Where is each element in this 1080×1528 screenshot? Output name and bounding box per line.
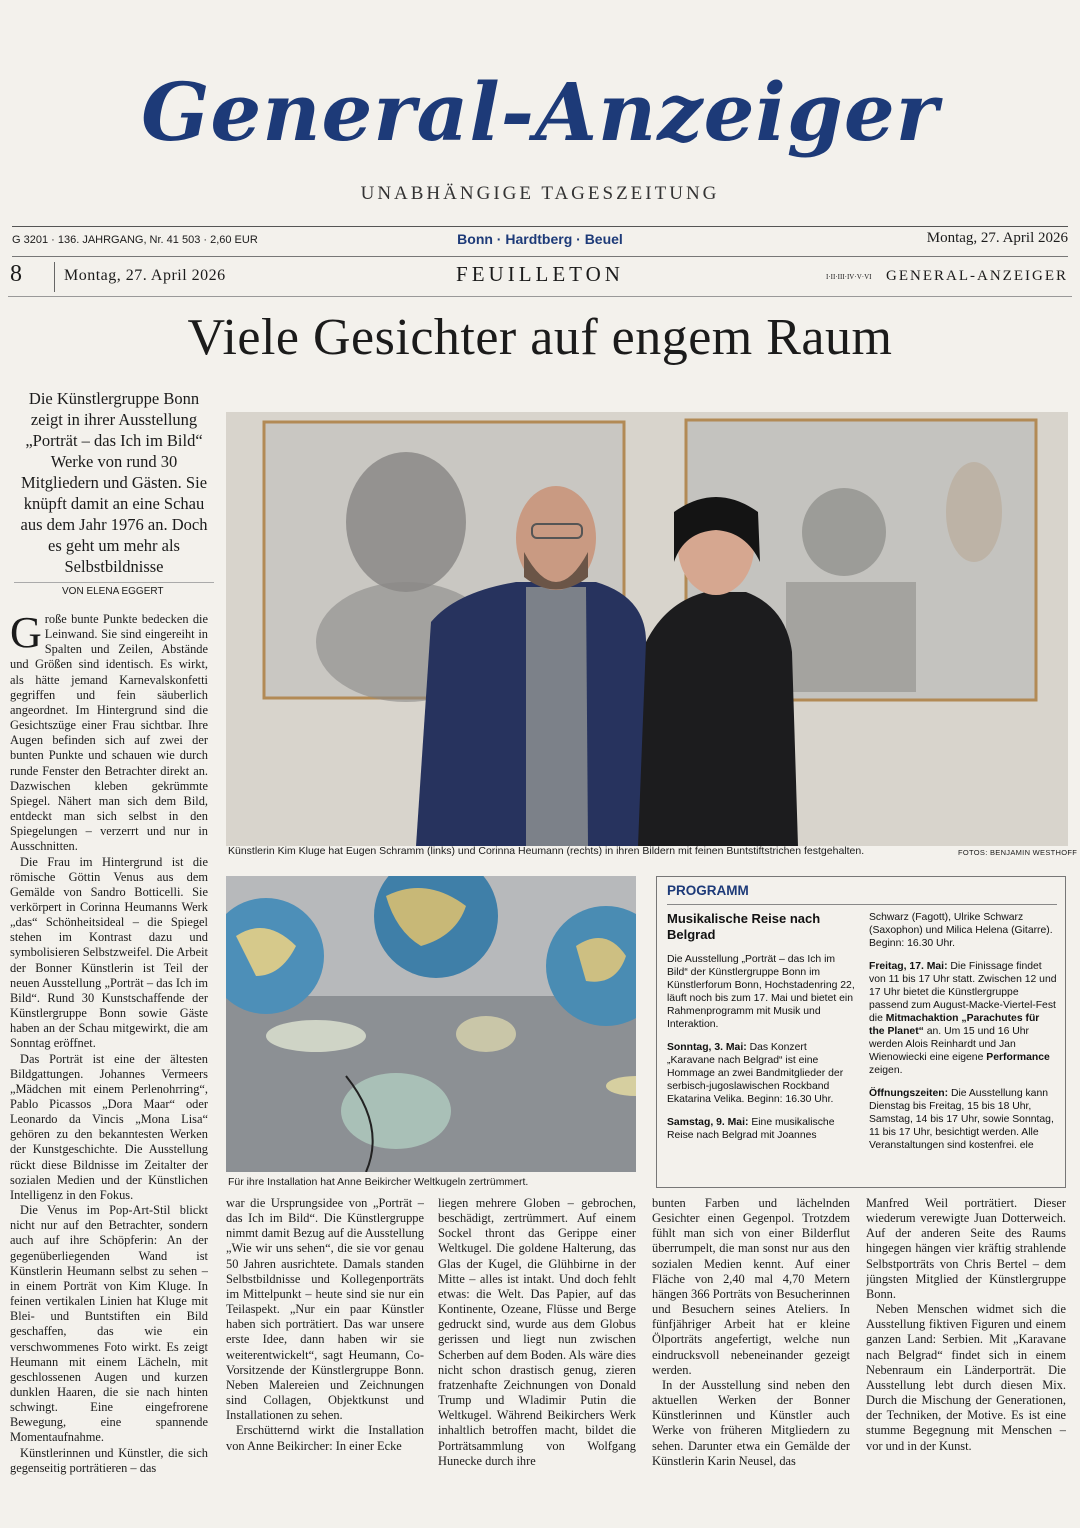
article-column-1 (10, 612, 208, 1494)
paragraph: liegen mehrere Globen – gebrochen, beschädigt, zertrümmert. Auf einem Sockel thront das Gerippe einer Weltkugel. Die goldene Halterung, das Glas der Kugel, die Glühbirne in der Mitte – alles ist intakt. Und doch fehlt etwas: die Welt. Das Papier, auf das Kontinente, Ozeane, Flüsse und Berge gedruckt sind, wurde aus dem Globus gerissen und liegt nun zwischen Scherben auf dem Boden. Als wäre dies nicht schon drastisch genug, zieren fratzenhafte Zeichnungen von Donald Trump und Wladimir Putin die Weltkugel. Während Beikirchers Werk inhaltlich betroffen macht, bildet die Porträtsammlung von Wolfgang Hunecke durch ihre (438, 1196, 636, 1468)
main-photo-caption: Künstlerin Kim Kluge hat Eugen Schramm (links) und Corinna Heumann (rechts) in ihren Bildern mit feinen Buntstiftstrichen festgehalten. (228, 845, 865, 857)
paragraph: Manfred Weil porträtiert. Dieser wiederum verewigte Juan Dotterweich. Auf der anderen Seite des Raums hingegen hängen vier kräftig strahlende Selbstporträts von Chris Bertel – dem jüngsten Mitglied der Künstlergruppe Bonn. (866, 1196, 1066, 1301)
program-event (667, 1041, 855, 1106)
article-byline: VON ELENA EGGERT (62, 586, 164, 597)
program-event-label: Sonntag, 3. Mai: (667, 1042, 747, 1053)
article-headline: Viele Gesichter auf engem Raum (187, 309, 893, 366)
article-column-2 (226, 1196, 424, 1496)
program-infobox (656, 876, 1066, 1188)
program-kicker: PROGRAMM (667, 883, 749, 898)
program-event (869, 960, 1057, 1077)
masthead-title: General-Anzeiger (141, 65, 939, 159)
paragraph: Das Porträt ist eine der ältesten Bildgattungen. Johannes Vermeers „Mädchen mit einem Perlenohrring“, Pablo Picassos „Dora Maar“ oder Leonardo da Vincis „Mona Lisa“ gehören zu den bekanntesten Werken der Kunstgeschichte. Die Ausstellung rückt diese Bildnisse im Zeitalter der sozialen Medien und der Künstlichen Intelligenz in den Fokus. (10, 1051, 208, 1202)
masthead-rule-top (12, 226, 1068, 227)
article-teaser: Die Künstlergruppe Bonn zeigt in ihrer Ausstellung „Porträt – das Ich im Bild“ Werke von rund 30 Mitgliedern und Gästen. Sie knüpft damit an eine Schau aus dem Jahr 1976 an. Doch es geht um mehr als Selbstbildnisse (20, 389, 208, 576)
paragraph: Künstlerinnen und Künstler, die sich gegenseitig porträtieren – das (10, 1445, 208, 1475)
paragraph: bunten Farben und lächelnden Gesichter einen Gegenpol. Trotzdem fühlt man sich von einer Bilderflut überrumpelt, die man sonst nur aus den sozialen Medien kennt. Auf einer Fläche von 2,40 mal 4,70 Metern hängen 366 Porträts von Besucherinnen und Besuchern seines Ateliers. In fünfjähriger Arbeit hat er kleine Ölporträts angefertigt, welche nun eindrucksvoll nebeneinander gezeigt werden. (652, 1196, 850, 1377)
globes-photo (226, 876, 636, 1172)
program-event-label: Öffnungszeiten: (869, 1088, 949, 1099)
paper-name: GENERAL-ANZEIGER (886, 268, 1068, 284)
program-event-highlight: Performance (986, 1052, 1050, 1063)
section-name: FEUILLETON (456, 262, 624, 286)
program-event-label: Samstag, 9. Mai: (667, 1117, 749, 1128)
edition-date: Montag, 27. April 2026 (926, 230, 1068, 246)
paragraph: roße bunte Punkte bedecken die Leinwand. Sie sind eingereiht in Spalten und Zeilen, Abstände und Größen sind identisch. Es wirkt, als hätte jemand Karnevalskonfetti gegriffen und fein säuberlich angeordnet. Im Hintergrund sind die Gesichtszüge einer Frau sichtbar. Ihre Augen befinden sich auf zwei der bunten Punkte und schauen wie durch runde Fenster den Betrachter direkt an. Dazwischen kleben gekrümmte Spiegel. Nähert man sich dem Bild, entdeckt man sich selbst in den Spiegelungen – verzerrt und nur in Ausschnitten. (10, 612, 208, 854)
section-rule (8, 296, 1072, 297)
edition-infobar (12, 228, 1068, 254)
paragraph: Neben Menschen widmet sich die Ausstellung fiktiven Figuren und einem ganzen Land: Serbien. Mit „Karavane nach Belgrad“ findet sich in einem Nebenraum ein Länderporträt. Die Ausstellung lebt durch diesen Mix. Durch die Mischung der Generationen, der Techniken, der Motive. Es ist eine stumme Begegnung mit Menschen – vor und in der Kunst. (866, 1302, 1066, 1453)
program-event-text: Eine musikalische Reise nach Belgrad mit Joannes (667, 1117, 835, 1141)
program-event-text: Die Ausstellung kann Dienstag bis Freitag, 15 bis 18 Uhr, Samstag, 14 bis 17 Uhr, sowie Sonntag, 11 bis 17 Uhr, besichtigt werden. Alle Veranstaltungen sind kostenfrei. ele (869, 1088, 1054, 1151)
page-date: Montag, 27. April 2026 (64, 267, 226, 284)
article-column-3 (438, 1196, 636, 1496)
program-column-right (869, 911, 1057, 1162)
article-column-5 (866, 1196, 1066, 1496)
program-event-continued: Schwarz (Fagott), Ulrike Schwarz (Saxophon) und Milica Helena (Gitarre). Beginn: 16.30 Uhr. (869, 912, 1053, 949)
masthead-rule-bottom (12, 256, 1068, 257)
globes-photo-illustration (226, 876, 636, 1172)
program-title: Musikalische Reise nach Belgrad (667, 911, 821, 942)
program-kicker-rule (667, 904, 1057, 905)
section-bar (8, 260, 1072, 294)
program-event-highlight: Mitmachaktion „Parachutes für the Planet“ (869, 1013, 1040, 1037)
edition-info: G 3201 · 136. JAHRGANG, Nr. 41 503 · 2,60 EUR (12, 234, 258, 246)
edition-region: Bonn · Hardtberg · Beuel (457, 231, 623, 247)
program-column-left (667, 911, 855, 1152)
program-event-text: Die Finissage findet von 11 bis 17 Uhr statt. Zwischen 12 und 17 Uhr bietet die Künstlergruppe passend zum August-Macke-Viertel-Fest die (869, 961, 1057, 1024)
program-event-label: Freitag, 17. Mai: (869, 961, 948, 972)
program-intro: Die Ausstellung „Porträt – das Ich im Bild“ der Künstlergruppe Bonn im Künstlerforum Bonn, Hochstadenring 22, läuft noch bis zum 17. Mai und bietet ein Rahmenprogramm mit Musik und Interaktion. (667, 954, 855, 1030)
program-event (667, 1116, 855, 1142)
paragraph: war die Ursprungsidee von „Porträt – das Ich im Bild“. Die Künstlergruppe nimmt damit Bezug auf die Ausstellung „Wie wir uns sehen“, die sie vor genau 50 Jahren ausrichtete. Damals standen Selbstbildnisse und Kollegenporträts im Mittelpunkt – heute sind sie nur ein Teilaspekt. „Nur ein paar Künstler haben sich porträtiert. Das war unsere erste Idee, dann haben wir sie weiterentwickelt“, sagt Heumann, Co-Vorsitzende der Künstlergruppe Bonn. Neben Malereien und Zeichnungen sind Collagen, Objektkunst und Installationen zu sehen. (226, 1196, 424, 1423)
globes-photo-caption: Für ihre Installation hat Anne Beikircher Weltkugeln zertrümmert. (228, 1176, 529, 1188)
program-event (869, 1087, 1057, 1152)
paragraph: Die Venus im Pop-Art-Stil blickt nicht nur auf den Betrachter, sondern auch auf ihre Schöpferin: An der gegenüberliegenden Wand ist Künstlerin Heumann selbst zu sehen – in einem Porträt von Kim Kluge. In feinen vertikalen Linien hat Kluge mit Blei- und Buntstiften ein Bild geschaffen, das wie ein verschwommenes Foto wirkt. Es zeigt Heumann mit einem Lächeln, mit geschlossenen Augen und kurzen dunklen Haaren, die sie nach hinten schwingt. Eine eingefrorene Bewegung, eine spannende Momentaufnahme. (10, 1203, 208, 1445)
paragraph: Erschütternd wirkt die Installation von Anne Beikircher: In einer Ecke (226, 1423, 424, 1453)
paragraph: Die Frau im Hintergrund ist die römische Göttin Venus aus dem Gemälde von Sandro Botticelli. Sie verkörpert in Corinna Heumanns Werk „das“ Schönheitsideal – die Spiegel stehen im Kontrast dazu und symbolisieren Selbstzweifel. Die Arbeit der Bonner Künstlerin ist Teil der neuen Ausstellung „Porträt – das Ich im Bild“. Rund 30 Kunstschaffende der Künstlergruppe Bonn sowie Gäste haben an der Schau mitgewirkt, die am Sonntag eröffnet. (10, 854, 208, 1051)
main-photo (226, 412, 1068, 846)
program-event-text: zeigen. (869, 1065, 903, 1076)
program-event-text: Das Konzert „Karavane nach Belgrad“ ist eine Hommage an zwei Bandmitglieder der serbisch-jugoslawischen Rockband Ekatarina Velika. Beginn: 16.30 Uhr. (667, 1042, 844, 1105)
article-column-4 (652, 1196, 850, 1496)
teaser-rule (14, 582, 214, 583)
book-index: I·II·III·IV·V·VI (826, 273, 872, 281)
program-event-text: an. Um 15 und 16 Uhr werden Alois Reinhardt und Jan Wienowiecki eine eigene (869, 1026, 1029, 1063)
drop-cap: G (10, 612, 42, 657)
photo-credit: FOTOS: BENJAMIN WESTHOFF (958, 848, 1078, 857)
paragraph: In der Ausstellung sind neben den aktuellen Werken der Bonner Künstlerinnen und Künstler auch Werke von früheren Mitgliedern zu sehen. Darunter etwa ein Gemälde der Künstlerin Karin Neusel, das (652, 1377, 850, 1468)
masthead-tagline: UNABHÄNGIGE TAGESZEITUNG (360, 183, 720, 204)
portrait-photo-illustration (226, 412, 1068, 846)
page-number: 8 (10, 261, 22, 287)
